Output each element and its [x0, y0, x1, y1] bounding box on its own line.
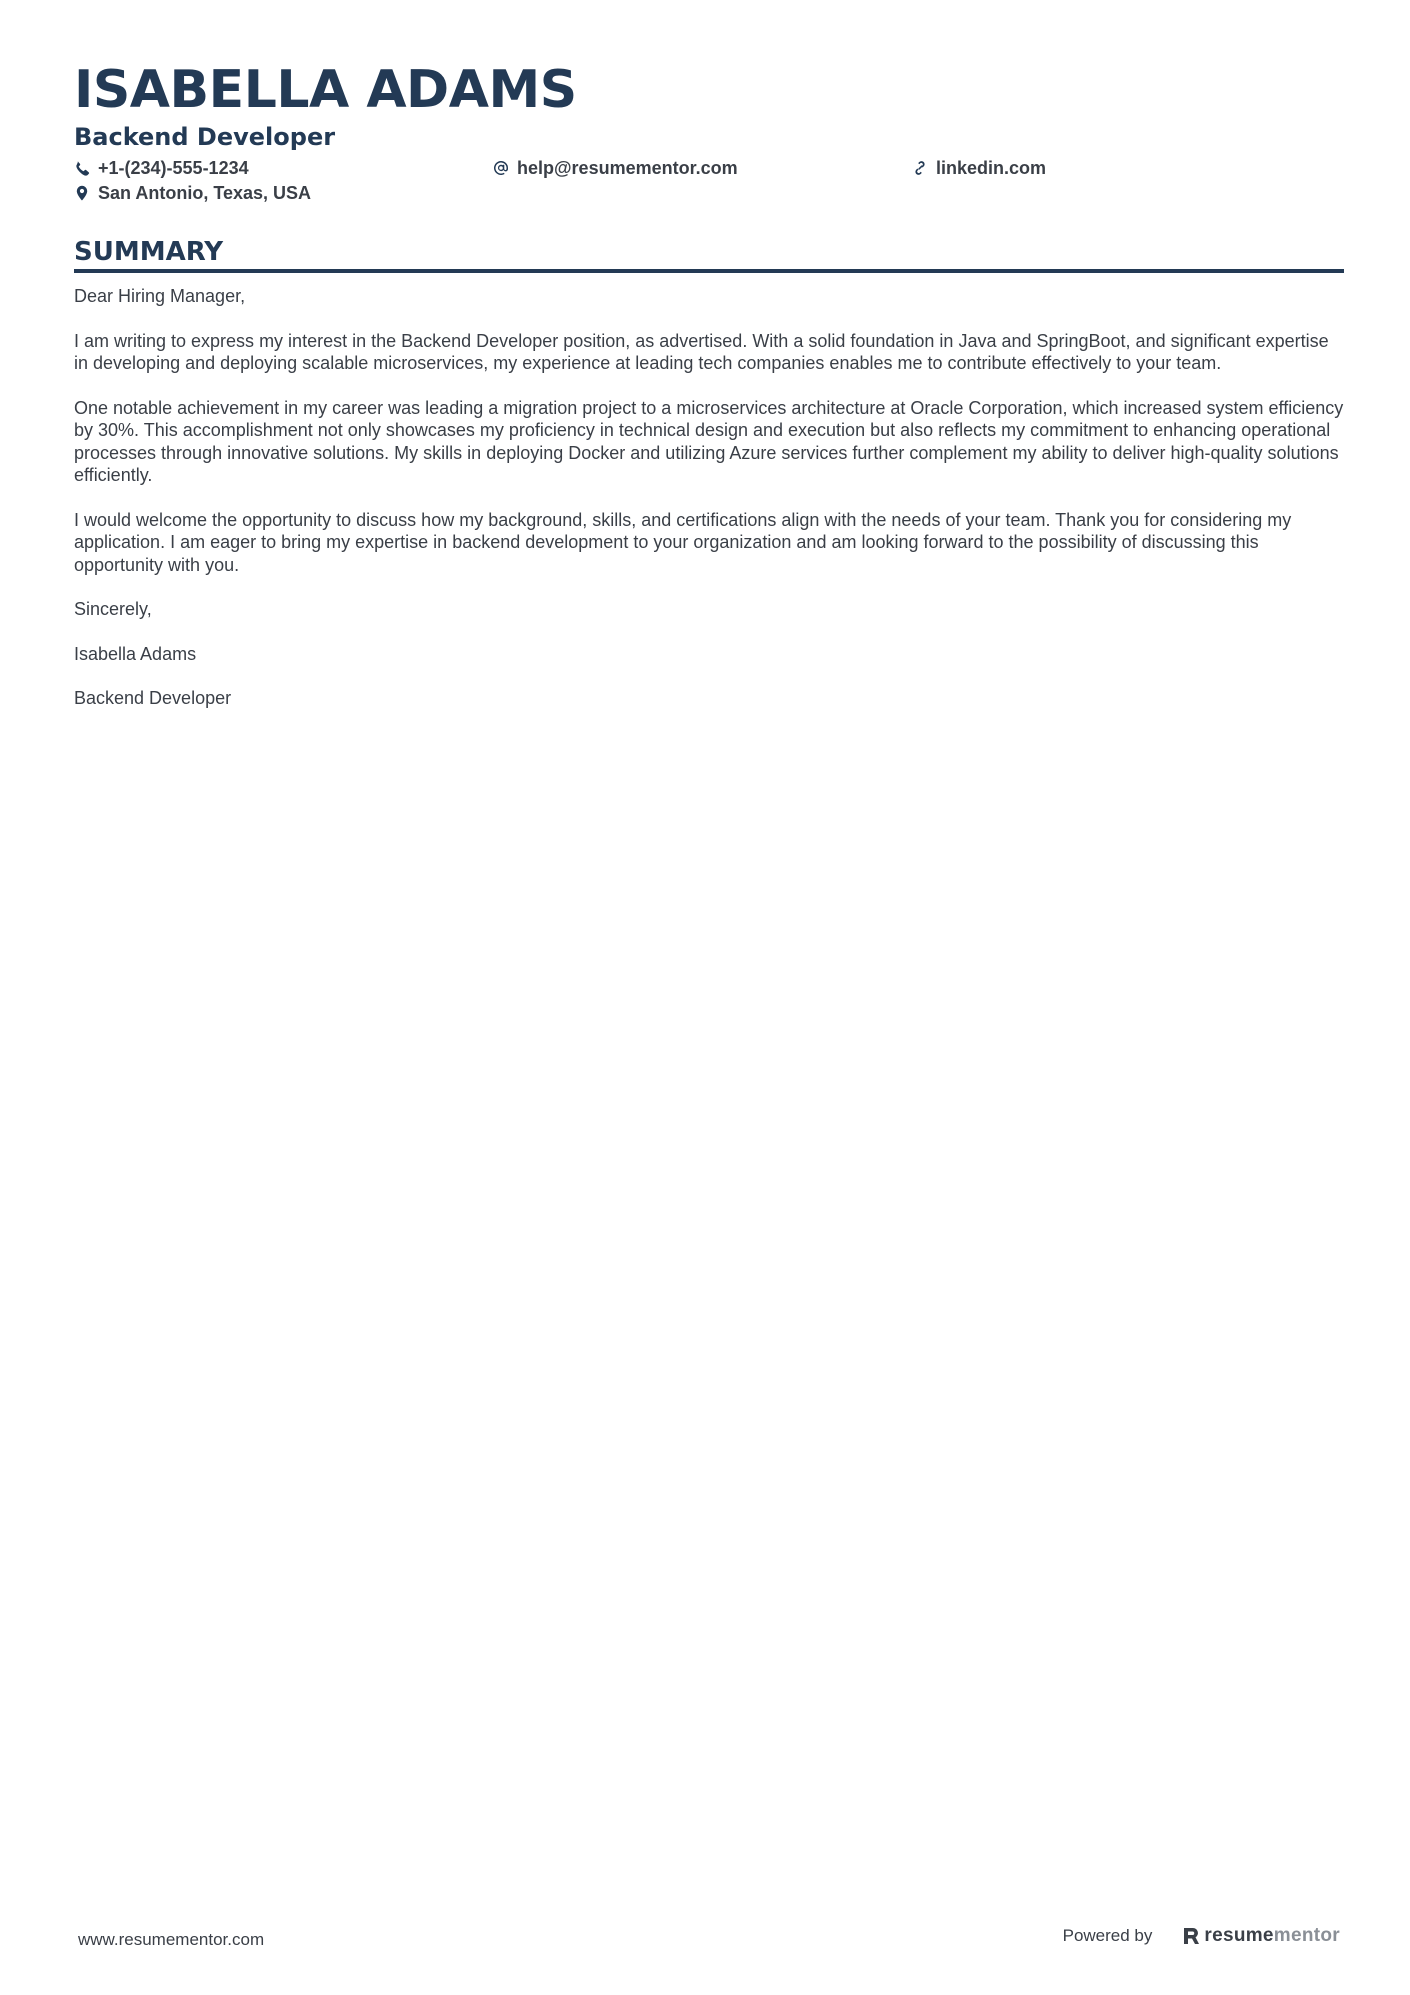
map-pin-icon: [74, 185, 90, 201]
candidate-role: Backend Developer: [74, 123, 336, 151]
footer-branding: [1063, 1925, 1340, 1947]
footer-website[interactable]: www.resumementor.com: [78, 1930, 265, 1949]
brand-logo[interactable]: [1182, 1925, 1340, 1947]
resumementor-logo-icon: [1182, 1926, 1200, 1946]
at-icon: [493, 160, 509, 176]
email-text[interactable]: help@resumementor.com: [517, 157, 738, 178]
contact-location: [74, 181, 311, 205]
letter-body: [74, 285, 1344, 710]
letter-paragraph: One notable achievement in my career was leading a migration project to a microservices architecture at Oracle Corporation, which increased system efficiency by 30%. This accomplishment not only showcases my proficiency in technical design and execution but also reflects my commitment to enhancing operational processes through innovative solutions. My skills in deploying Docker and utilizing Azure services further complement my ability to deliver high-quality solutions efficiently.: [74, 397, 1344, 485]
letter-paragraph: I would welcome the opportunity to discuss how my background, skills, and certifications align with the needs of your team. Thank you for considering my application. I am eager to bring my expertise in backend development to your organization and am looking forward to the possibility of discussing this opportunity with you.: [74, 509, 1292, 575]
link-text[interactable]: linkedin.com: [936, 157, 1047, 178]
candidate-name: ISABELLA ADAMS: [74, 60, 577, 120]
signature-title: Backend Developer: [74, 688, 232, 708]
link-icon: [912, 160, 928, 176]
phone-icon: [74, 160, 90, 176]
contact-info: [74, 156, 1344, 208]
section-title: SUMMARY: [74, 237, 224, 267]
brand-name-light: mentor: [1273, 1925, 1340, 1946]
powered-by-text: Powered by: [1062, 1926, 1153, 1945]
letter-paragraph: I am writing to express my interest in the Backend Developer position, as advertised. With a solid foundation in Java and SpringBoot, and significant expertise in developing and deploying scalable microservices, my experience at leading tech companies enables me to contribute effectively to your team.: [74, 330, 1329, 373]
contact-email[interactable]: [493, 156, 738, 180]
contact-phone: [74, 156, 249, 180]
brand-name-bold: resume: [1204, 1925, 1274, 1946]
signature-name: Isabella Adams: [74, 643, 197, 664]
letter-closing: Sincerely,: [74, 599, 152, 619]
phone-text: +1-(234)-555-1234: [98, 157, 249, 178]
letter-greeting: Dear Hiring Manager,: [74, 286, 246, 306]
contact-link[interactable]: [912, 156, 1046, 180]
section-divider: [74, 269, 1344, 273]
cover-letter-page: [74, 58, 1344, 732]
location-text: San Antonio, Texas, USA: [98, 182, 312, 203]
